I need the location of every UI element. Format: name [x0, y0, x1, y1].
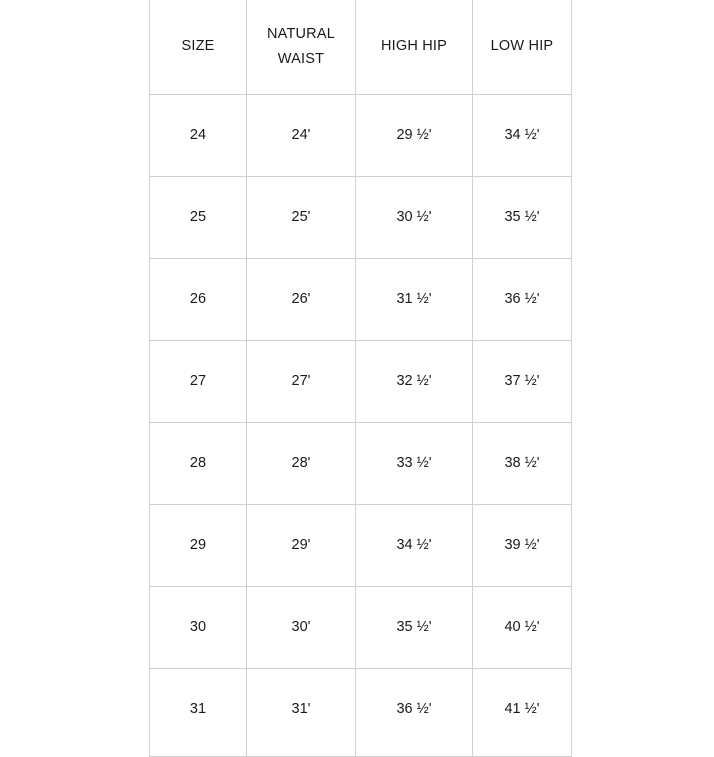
cell-natural-waist: 27' — [247, 340, 356, 422]
header-row — [150, 0, 572, 94]
cell-low-hip: 35 ½' — [473, 176, 572, 258]
table-row — [150, 504, 572, 586]
header-natural-waist — [247, 0, 356, 94]
cell-low-hip: 37 ½' — [473, 340, 572, 422]
header-size: SIZE — [150, 0, 247, 94]
cell-size: 29 — [150, 504, 247, 586]
header-natural-waist-line2: WAIST — [277, 50, 325, 67]
table-row — [150, 422, 572, 504]
size-chart-header — [150, 0, 572, 94]
cell-natural-waist: 26' — [247, 258, 356, 340]
cell-size: 27 — [150, 340, 247, 422]
header-natural-waist-line1: NATURAL — [266, 25, 335, 42]
cell-low-hip: 38 ½' — [473, 422, 572, 504]
header-high-hip: HIGH HIP — [356, 0, 473, 94]
cell-high-hip: 33 ½' — [356, 422, 473, 504]
cell-low-hip: 36 ½' — [473, 258, 572, 340]
cell-high-hip: 29 ½' — [356, 94, 473, 176]
header-low-hip: LOW HIP — [473, 0, 572, 94]
table-row — [150, 258, 572, 340]
table-row — [150, 586, 572, 668]
table-row — [150, 176, 572, 258]
size-chart-body — [150, 94, 572, 756]
cell-high-hip: 34 ½' — [356, 504, 473, 586]
cell-low-hip: 39 ½' — [473, 504, 572, 586]
cell-low-hip: 34 ½' — [473, 94, 572, 176]
cell-natural-waist: 30' — [247, 586, 356, 668]
cell-natural-waist: 25' — [247, 176, 356, 258]
cell-size: 26 — [150, 258, 247, 340]
cell-natural-waist: 29' — [247, 504, 356, 586]
cell-natural-waist: 28' — [247, 422, 356, 504]
cell-low-hip: 41 ½' — [473, 668, 572, 756]
cell-high-hip: 31 ½' — [356, 258, 473, 340]
cell-high-hip: 36 ½' — [356, 668, 473, 756]
cell-natural-waist: 24' — [247, 94, 356, 176]
cell-low-hip: 40 ½' — [473, 586, 572, 668]
cell-natural-waist: 31' — [247, 668, 356, 756]
table-row — [150, 668, 572, 756]
cell-size: 28 — [150, 422, 247, 504]
size-chart-table — [149, 0, 572, 757]
cell-high-hip: 35 ½' — [356, 586, 473, 668]
cell-size: 24 — [150, 94, 247, 176]
table-row — [150, 340, 572, 422]
cell-size: 31 — [150, 668, 247, 756]
cell-high-hip: 30 ½' — [356, 176, 473, 258]
cell-size: 25 — [150, 176, 247, 258]
cell-high-hip: 32 ½' — [356, 340, 473, 422]
cell-size: 30 — [150, 586, 247, 668]
table-row — [150, 94, 572, 176]
